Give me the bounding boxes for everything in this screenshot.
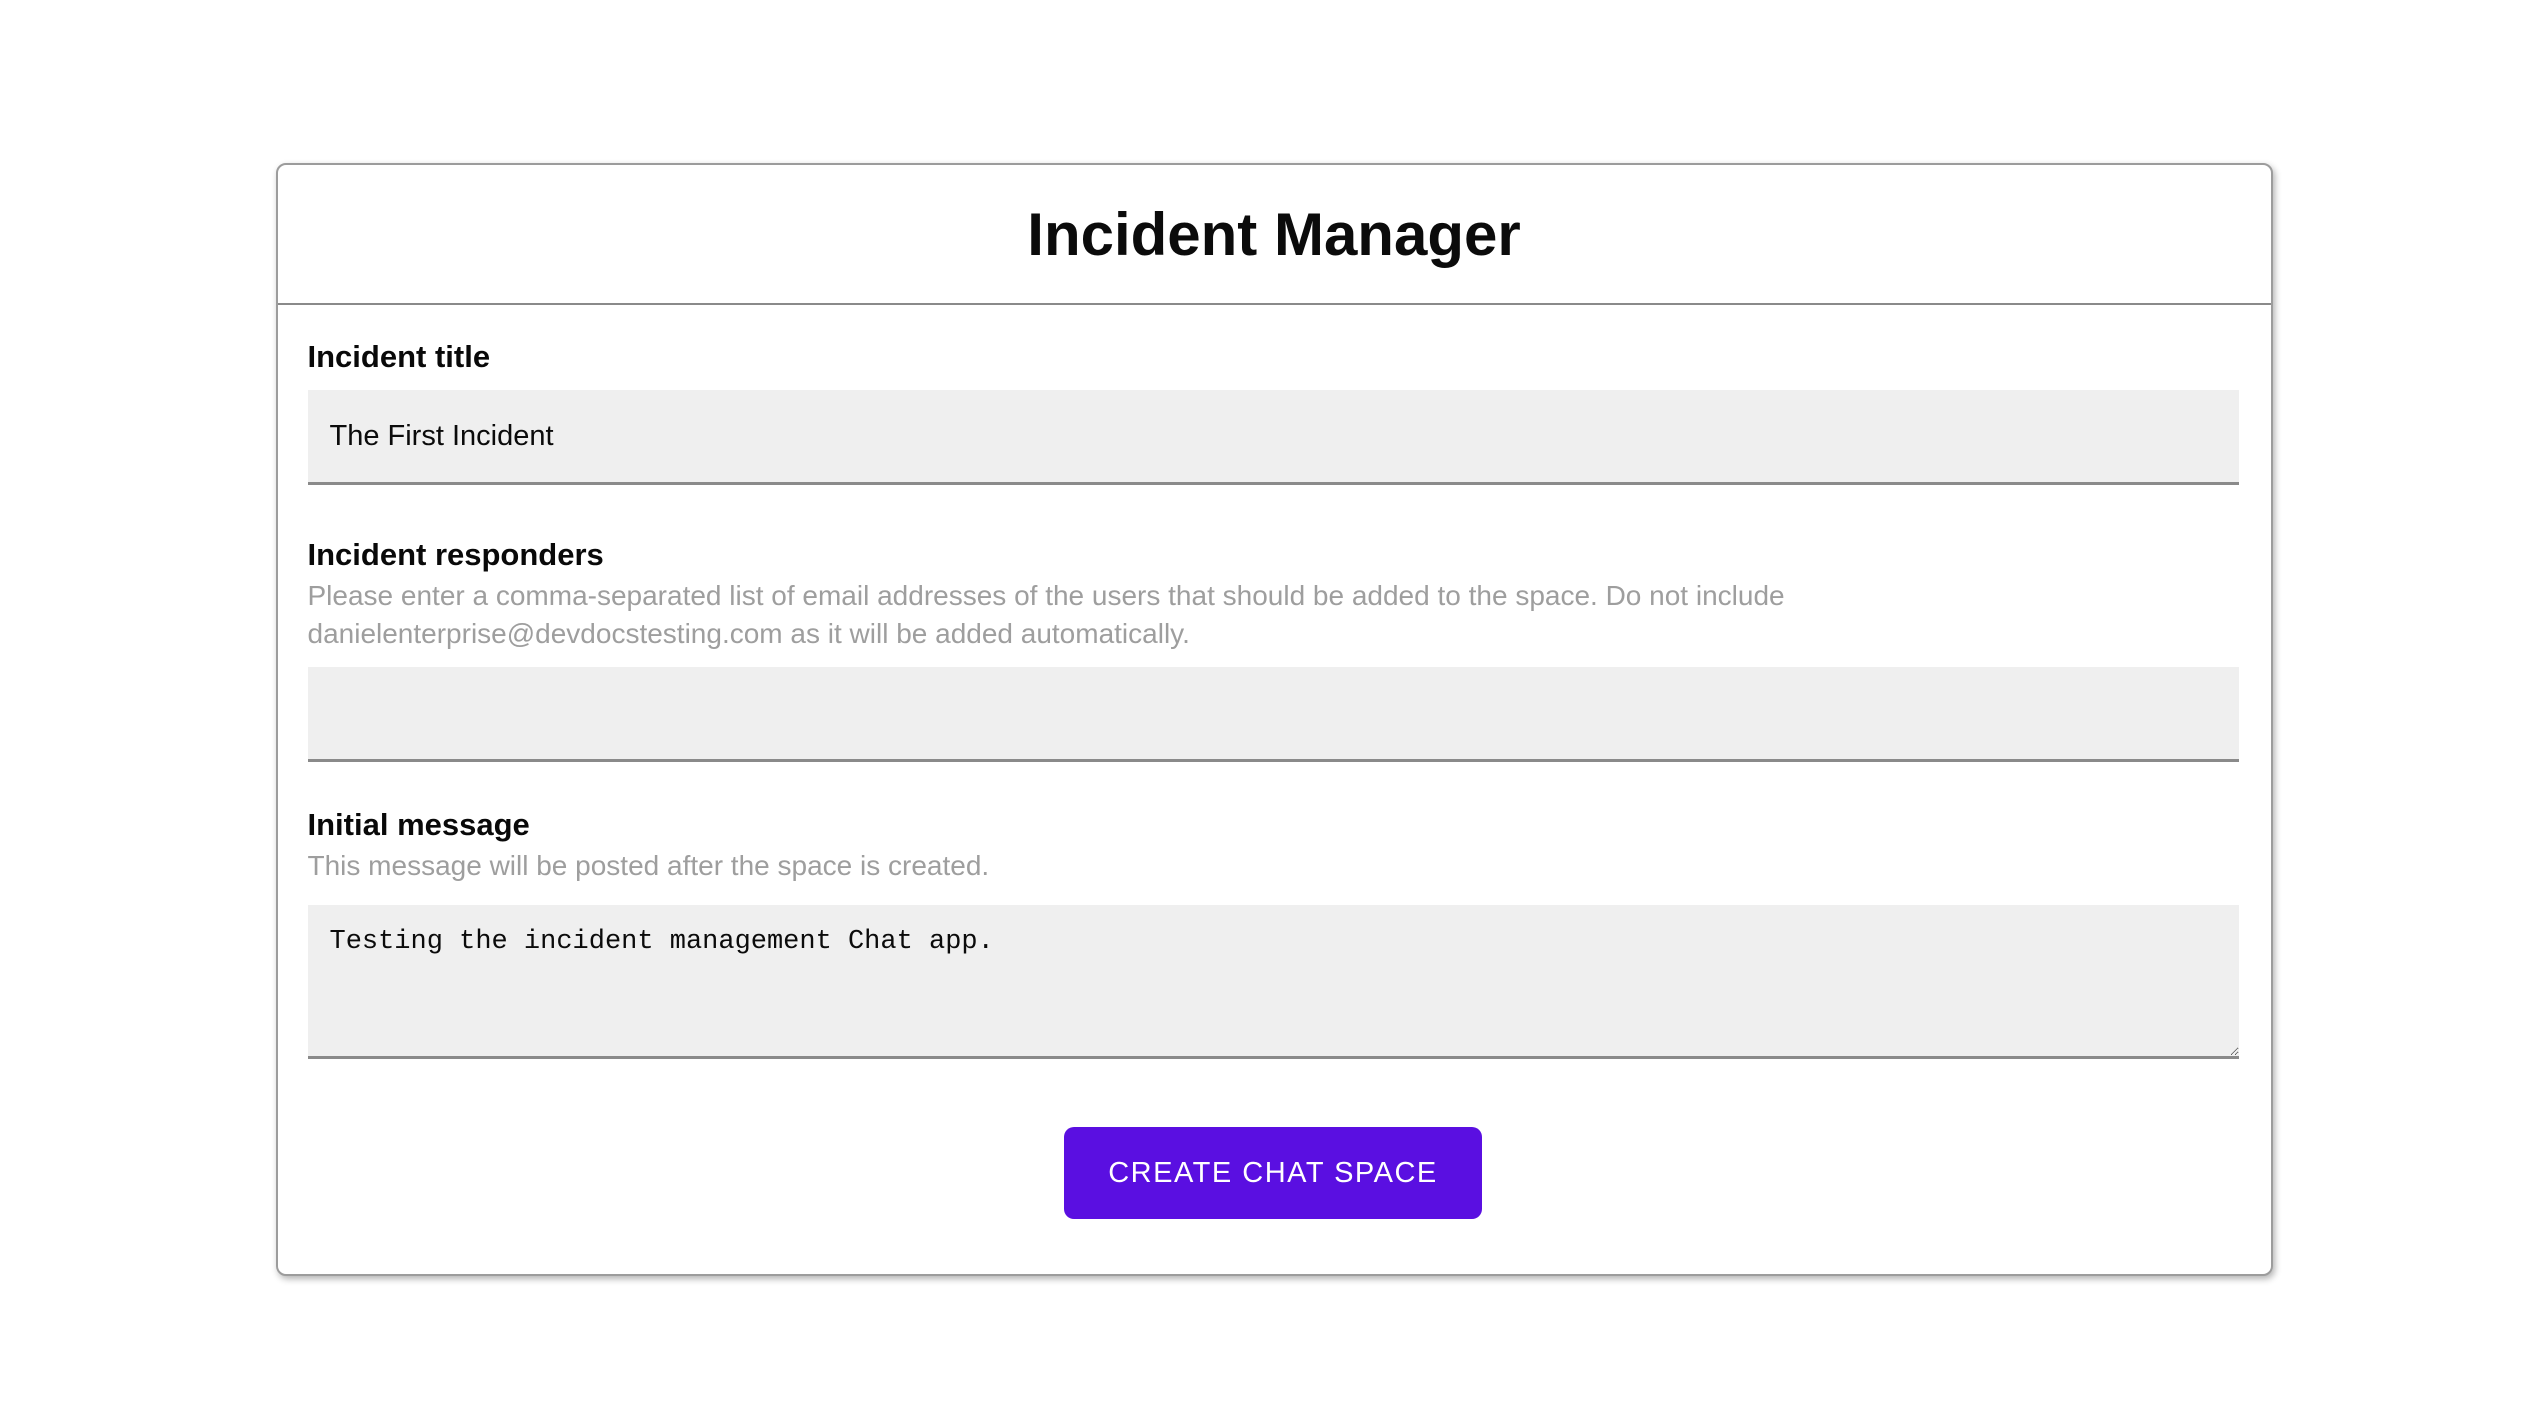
field-incident-responders xyxy=(308,536,2239,762)
initial-message-helper-text: This message will be posted after the space is created. xyxy=(307,850,990,881)
card-header xyxy=(278,165,2271,305)
initial-message-textarea[interactable] xyxy=(308,905,2239,1059)
incident-manager-card xyxy=(276,163,2273,1276)
field-incident-title xyxy=(308,338,2239,485)
incident-form xyxy=(278,305,2271,1274)
initial-message-label: Initial message xyxy=(307,807,530,842)
incident-title-input[interactable] xyxy=(308,390,2239,485)
incident-responders-label: Incident responders xyxy=(307,537,604,572)
create-chat-space-button[interactable]: CREATE CHAT SPACE xyxy=(1064,1127,1482,1219)
field-initial-message xyxy=(308,806,2239,1059)
incident-responders-helper-text: Please enter a comma-separated list of email addresses of the users that should be added to the space. Do not include danielenterprise@devdocstesting.com as it will be added automatically. xyxy=(307,580,1785,649)
incident-responders-input[interactable] xyxy=(308,667,2239,762)
incident-title-label: Incident title xyxy=(307,339,491,374)
page-title: Incident Manager xyxy=(1027,200,1521,268)
button-row xyxy=(308,1127,2239,1219)
